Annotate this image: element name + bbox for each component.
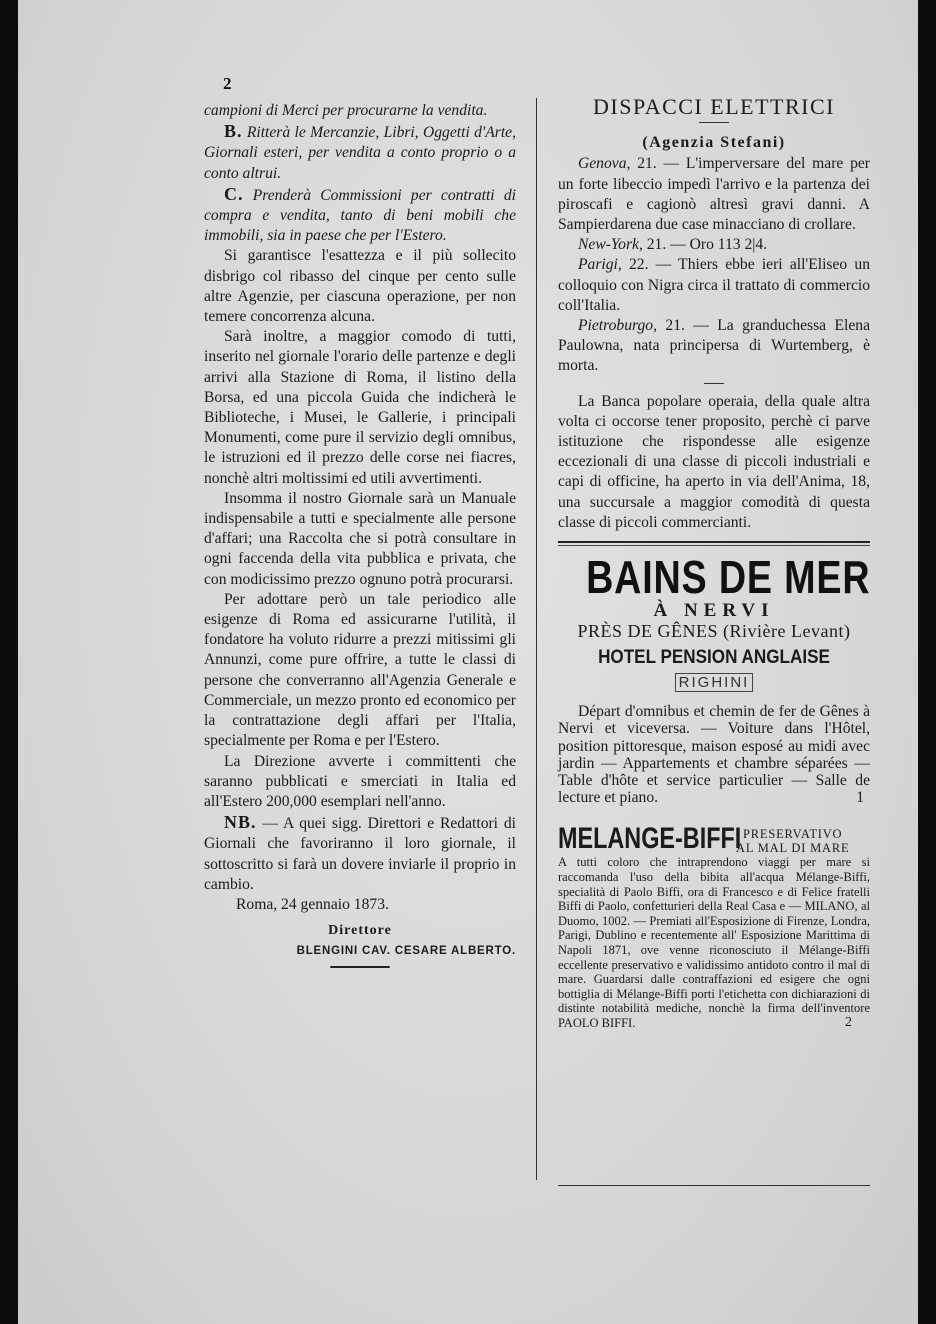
ad-bains-mark: 1 xyxy=(856,789,864,807)
ornament-rule xyxy=(330,966,390,968)
title-rule xyxy=(699,122,729,123)
dispatches-title: DISPACCI ELETTRICI xyxy=(593,94,835,119)
ad-bains-text: Départ d'omnibus et chemin de fer de Gênes à Nervi et viceversa. — Voiture dans l'Hôtel, position pittoresque, maison esposé au midi avec jardin — Appartements et chambre séparées — Table d'hôte et service particulier — Salle de lecture et piano. 1 xyxy=(558,703,870,807)
paragraph-nb: NB. — A quei sigg. Direttori e Redattori di Giornali che favoriranno il loro giornale, il sottoscritto si farà un dovere inviarle il proprio in cambio. xyxy=(204,812,516,893)
bottom-rule xyxy=(558,1185,870,1186)
news-rule xyxy=(704,383,724,384)
letter-nb: NB. xyxy=(224,812,257,833)
ad-bains xyxy=(558,551,871,807)
ad-bains-headline: BAINS DE MER xyxy=(586,551,871,604)
ad-bains-location: PRÈS DE GÊNES (Rivière Levant) xyxy=(577,621,851,642)
signature-title: Direttore xyxy=(328,923,392,939)
ad-bains-subhead: À NERVI xyxy=(653,600,775,622)
left-column xyxy=(204,101,516,968)
news-banca: La Banca popolare operaia, della quale altra volta ci occorse tener proposito, perchè ci parve istituzione che rispondesse alle esigenze eccezionali di una classe di piccoli industriali e capi di officine, ha aperto in via dell'Anima, 18, una succursale a maggior comodità di questa classe di piccoli commercianti. xyxy=(558,392,870,531)
paragraph-b: B. Ritterà le Mercanzie, Libri, Oggetti d'Arte, Giornali esteri, per vendita a conto proprio o a conto altrui. xyxy=(204,121,516,182)
paragraph-direzione: La Direzione avverte i committenti che saranno pubblicati e smerciati in Italia ed all'Estero 200,000 esemplari nell'anno. xyxy=(204,752,516,810)
dispatch-pietroburgo: Pietroburgo, 21. — La granduchessa Elena Paulowna, nata principersa di Wurtemberg, è morta. xyxy=(558,317,871,375)
ad-bains-hotel: HOTEL PENSION ANGLAISE xyxy=(598,647,830,669)
paragraph-campioni: campioni di Merci per procurarne la vendita. xyxy=(204,102,488,119)
dispatch-newyork: New-York, 21. — Oro 113 2|4. xyxy=(578,236,768,254)
ad-melange-text: A tutti coloro che intraprendono viaggi per mare si raccomanda l'uso della bibita all'acqua Mélange-Biffi, specialità di Paolo Biffi, ora di Francesco e di Felice fratelli Biffi di Paolo, confetturieri della Real Casa e — MILANO, al Duomo, 1002. — Premiati all'Esposizione di Firenze, Londra, Parigi, Dublino e recentemente all' Esposizione Marittima di Napoli 1871, ove venne riconosciuto il Mélange-Biffi eccellente preservativo e validissimo antidoto contro il mal di mare. Guardarsi dalle contraffazioni ed esigere che ogni bottiglia di Mélange-Biffi porti l'etichetta con dichiarazioni di distinte notabilità mediche, nonchè la firma dell'inventore PAOLO BIFFI. 2 xyxy=(558,855,870,1031)
paragraph-c: C. Prenderà Commissioni per contratti di compra e vendita, tanto di beni mobili che immobili, sia in paese che per l'Estero. xyxy=(204,183,516,245)
agency-name: (Agenzia Stefani) xyxy=(642,134,786,152)
dispatch-genova: Genova, 21. — L'imperversare del mare per un forte libeccio impedì l'arrivo e la partenza dei piroscafi e cagionò altresì gravi danni. A Sampierdarena due case minacciano di crollare. xyxy=(558,155,870,234)
ad-bains-owner: RIGHINI xyxy=(558,673,870,693)
newspaper-page xyxy=(18,0,918,1324)
paragraph-garantisce: Si garantisce l'esattezza e il più sollecito disbrigo col ribasso del cinque per cento sulle altre Agenzie, per ciascuna operazione, per non temere concorrenza alcuna. xyxy=(204,247,516,326)
letter-c: C. xyxy=(224,183,244,204)
signature-name: BLENGINI CAV. CESARE ALBERTO. xyxy=(296,945,516,958)
ad-melange-header xyxy=(558,824,870,855)
ad-melange-headline: MELANGE-BIFFI xyxy=(558,822,742,856)
paragraph-inoltre: Sarà inoltre, a maggior comodo di tutti, inserito nel giornale l'orario delle partenze e degli arrivi alla Stazione di Roma, il listino della Borsa, ed una piccola Guida che indicherà le Biblioteche, i Musei, le Gallerie, i principali Monumenti, come pure il servizio degli omnibus, le istruzioni ed il prezzo delle corse nei fiacres, nonchè altri moltissimi ed utili avvertimenti. xyxy=(204,328,516,487)
column-divider xyxy=(536,98,537,1180)
paragraph-adottare: Per adottare però un tale periodico alle esigenze di Roma ed assicurarne l'utilità, il fondatore ha voluto ridurre a prezzi mitissimi gli Annunzi, come pure offrire, a tutte le classi di persone che converranno all'Agenzia Generale e Commerciale, un mezzo pronto ed economico per la contrattazione degli affari per l'Italia, specialmente per Roma e per l'Estero. xyxy=(204,590,516,750)
ad-melange-side: PRESERVATIVO AL MAL DI MARE xyxy=(736,827,850,856)
dispatch-parigi: Parigi, 22. — Thiers ebbe ieri all'Eliseo un colloquio con Nigra circa il trattato di commercio coll'Italia. xyxy=(558,256,870,314)
date-line: Roma, 24 gennaio 1873. xyxy=(236,895,389,913)
letter-b: B. xyxy=(224,121,243,142)
ad-melange-mark: 2 xyxy=(845,1015,852,1031)
paragraph-insomma: Insomma il nostro Giornale sarà un Manuale indispensabile a tutti e specialmente alle persone d'affari; una Raccolta che si potrà consultare in ogni faccenda della vita pubblica e privata, che con modicissimo prezzo ognuno potrà procurarsi. xyxy=(204,489,516,588)
ad-melange xyxy=(558,824,870,1030)
right-column xyxy=(558,94,871,1031)
ad-divider xyxy=(558,541,870,546)
page-number: 2 xyxy=(223,74,232,93)
